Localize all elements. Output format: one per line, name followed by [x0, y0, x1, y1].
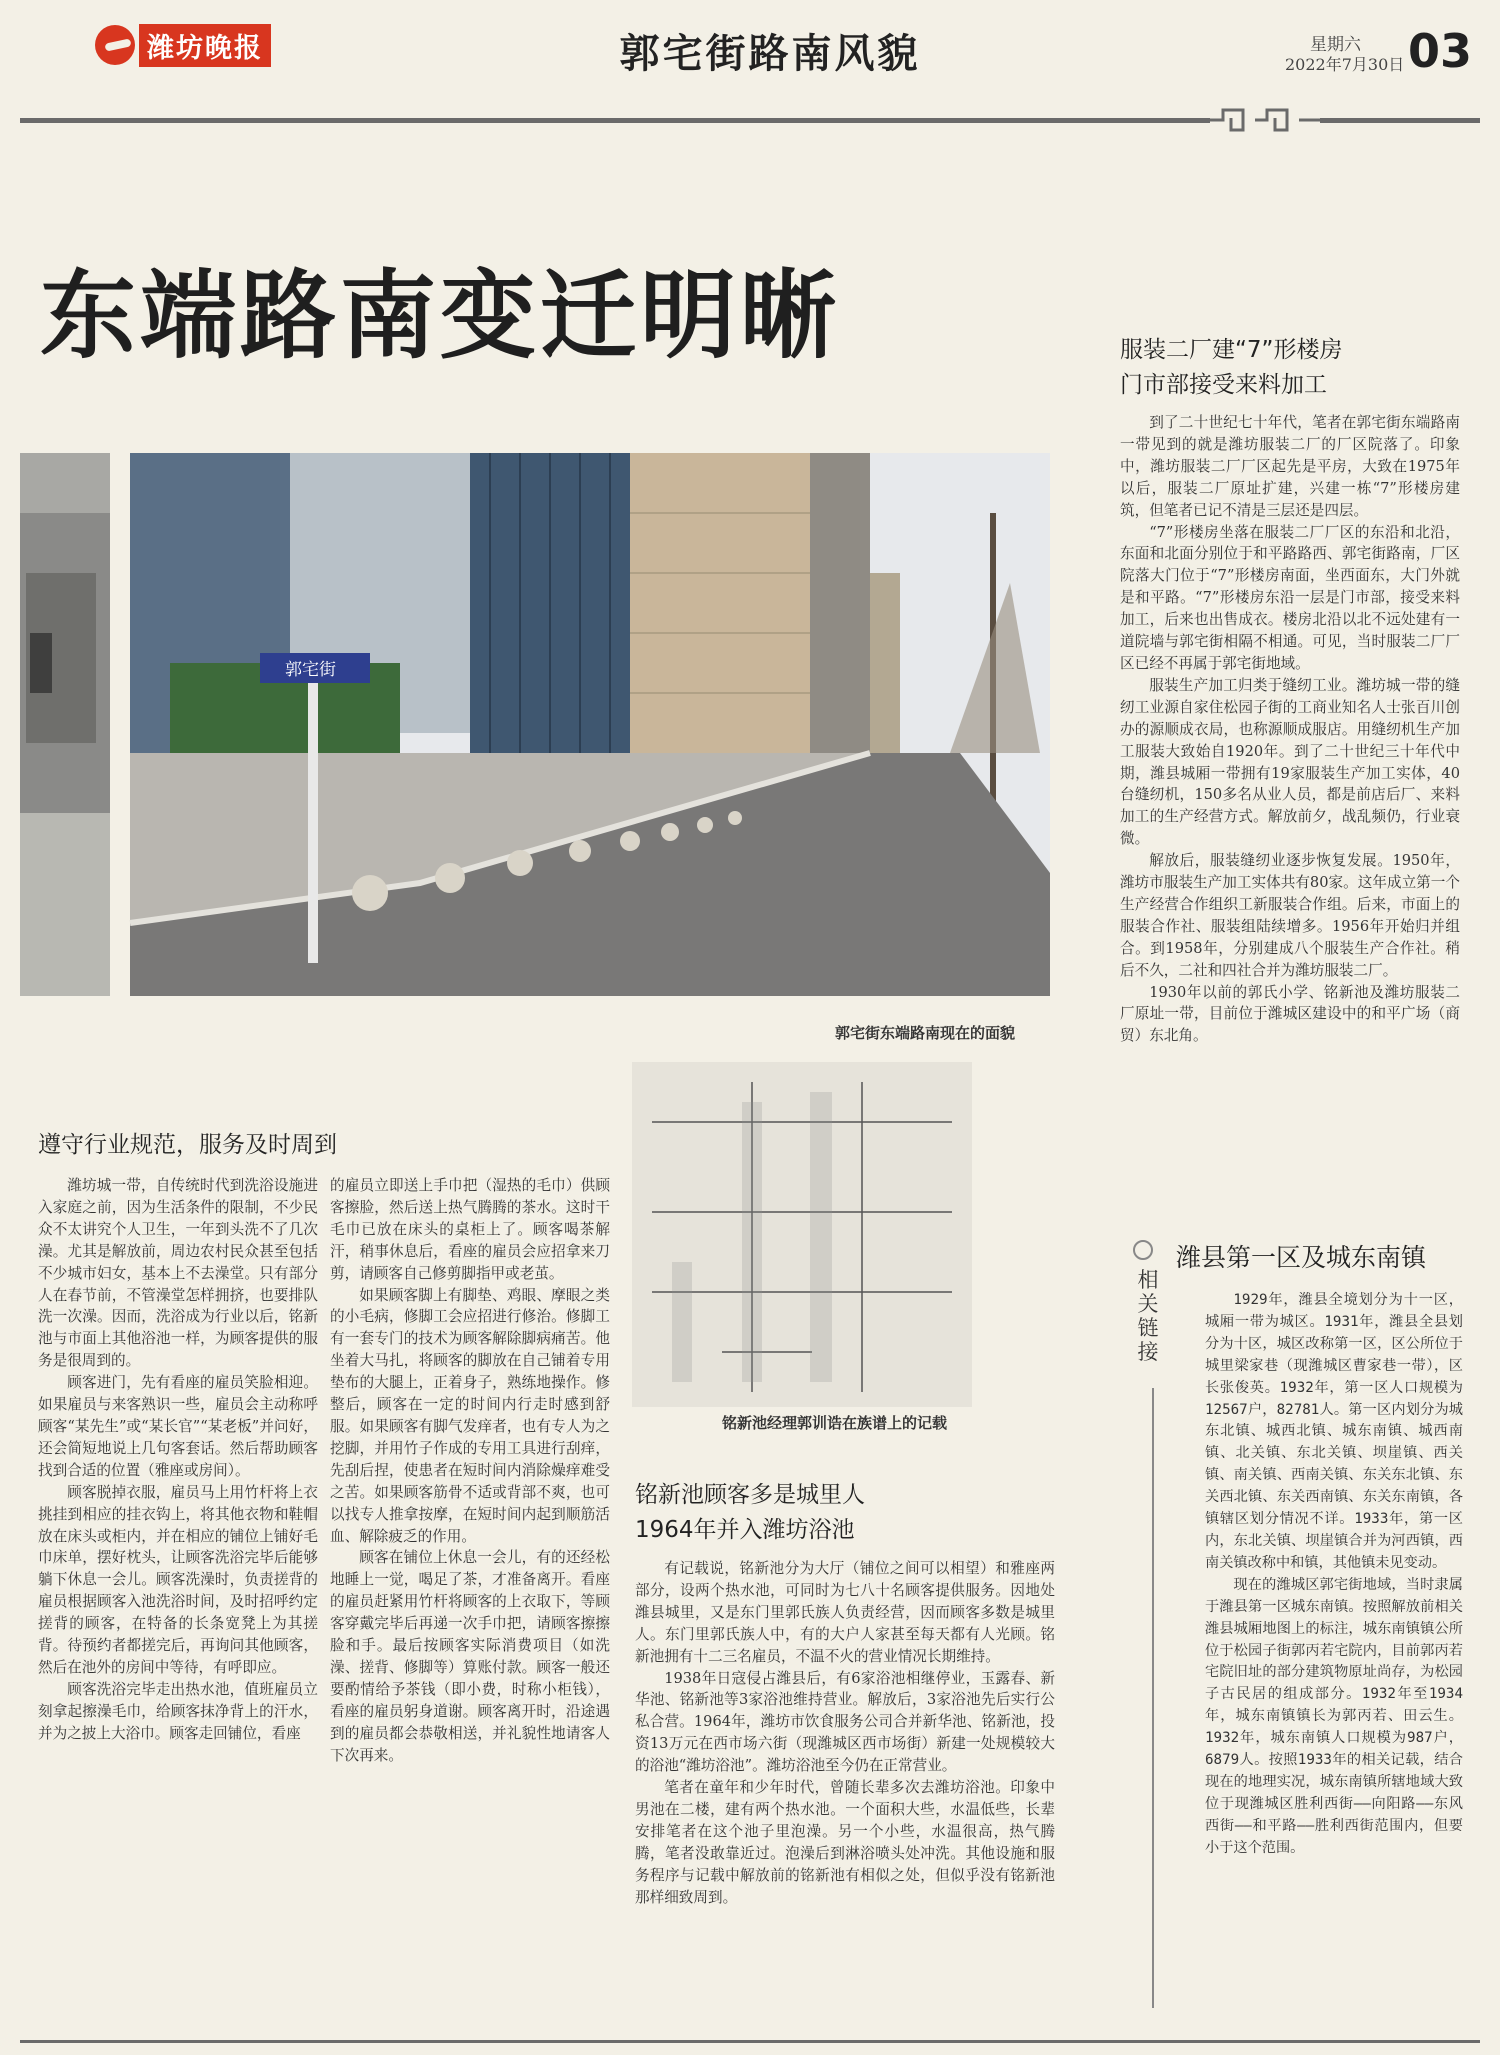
subhead-line: 1964年并入潍坊浴池	[635, 1516, 855, 1543]
article-left-col-a	[38, 1175, 318, 2030]
weekday: 星期六	[1310, 35, 1361, 55]
subhead-line: 铭新池顾客多是城里人	[635, 1482, 865, 1508]
bottom-rule	[20, 2040, 1480, 2043]
masthead-logo	[95, 22, 285, 68]
fret-ornament-icon	[1205, 104, 1325, 138]
section-title: 郭宅街路南风貌	[619, 31, 921, 77]
genealogy-caption: 铭新池经理郭训诰在族谱上的记载	[722, 1414, 948, 1432]
paragraph: 顾客洗浴完毕走出热水池，值班雇员立刻拿起擦澡毛巾，给顾客抹净背上的汗水，并为之披上大浴巾。顾客走回铺位，看座	[38, 1680, 318, 1742]
paragraph: 解放后，服装缝纫业逐步恢复发展。1950年，潍坊市服装生产加工实体共有80家。这年成立第一个生产经营合作组织工新服装合作组。后来，市面上的服装合作社、服装组陆续增多。1956年开始归并组合。到1958年，分别建成八个服装生产合作社。稍后不久，二社和四社合并为潍坊服装二厂。	[1120, 852, 1460, 979]
paragraph: 有记载说，铭新池分为大厅（铺位之间可以相望）和雅座两部分，设两个热水池，可同时为七八十名顾客提供服务。因地处潍县城里，又是东门里郭氏族人负责经营，因而顾客多数是城里人。东门里郭氏族人中，有的大户人家甚至每天都有人光顾。铭新池拥有十二三名雇员，不温不火的营业情况长期维持。	[635, 1560, 1055, 1665]
newspaper-name: 潍坊晚报	[139, 24, 271, 67]
related-dot-icon	[1133, 1240, 1153, 1260]
genealogy-photo	[632, 1062, 972, 1407]
header-rule	[20, 118, 1210, 123]
header-rule-right	[1320, 118, 1480, 123]
paragraph: 服装生产加工归类于缝纫工业。潍坊城一带的缝纫工业源自家住松园子街的工商业知名人士张百川创办的源顺成衣局，也称源顺成服店。用缝纫机生产加工服装大致始自1920年。到了二十世纪三十年代中期，潍县城厢一带拥有19家服装生产加工实体，40台缝纫机，150多名从业人员，都是前店后厂、来料加工的生产经营方式。解放前夕，战乱频仍，行业衰微。	[1120, 676, 1460, 848]
paragraph: 如果顾客脚上有脚垫、鸡眼、摩眼之类的小毛病，修脚工会应招进行修治。修脚工有一套专门的技术为顾客解除脚病痛苦。他坐着大马扎，将顾客的脚放在自己铺着专用垫布的大腿上，正着身子，熟练地操作。修整后，顾客在一定的时间内行走时感到舒服。如果顾客有脚气发痒者，也有专人为之挖脚，并用竹子作成的专用工具进行刮痒，先刮后捏，使患者在短时间内消除燥痒难受之苦。如果顾客筋骨不适或背部不爽，也可以找专人推拿按摩，在短时间内起到顺筋活血、解除疲乏的作用。	[330, 1286, 610, 1545]
subhead-line: 门市部接受来料加工	[1120, 371, 1327, 398]
street-sign-text: 郭宅街	[285, 660, 336, 680]
street-photo	[20, 453, 1050, 996]
related-rule	[1152, 1388, 1154, 2008]
paragraph: 现在的潍城区郭宅街地域，当时隶属于潍县第一区城东南镇。按照解放前相关潍县城厢地图上的标注，城东南镇镇公所位于松园子街郭丙若宅院内，目前郭丙若宅院旧址的部分建筑物原址尚存，为松园子古民居的组成部分。1932年至1934年，城东南镇镇长为郭丙若、田云生。1932年，城东南镇人口规模为987户，6879人。按照1933年的相关记载，结合现在的地理实况，城东南镇所辖地域大致位于现潍城区胜利西街——向阳路——东风西街——和平路——胜利西街范围内，但要小于这个范围。	[1205, 1576, 1463, 1856]
paragraph: 1938年日寇侵占潍县后，有6家浴池相继停业，玉露春、新华池、铭新池等3家浴池维持营业。解放后，3家浴池先后实行公私合营。1964年，潍坊市饮食服务公司合并新华池、铭新池，投资13万元在西市场六街（现潍城区西市场街）新建一处规模较大的浴池“潍坊浴池”。潍坊浴池至今仍在正常营业。	[635, 1669, 1055, 1775]
related-body	[1205, 1290, 1463, 2025]
related-title: 潍县第一区及城东南镇	[1176, 1243, 1427, 1272]
related-label-text: 相关链接	[1137, 1268, 1159, 1365]
page-number: 03	[1408, 24, 1473, 78]
paragraph: 到了二十世纪七十年代，笔者在郭宅街东端路南一带见到的就是潍坊服装二厂的厂区院落了。印象中，潍坊服装二厂厂区起先是平房，大致在1975年以后，服装二厂原址扩建，兴建一栋“7”形楼房建筑，但笔者已记不清是三层还是四层。	[1120, 414, 1460, 519]
related-label	[1128, 1268, 1168, 1365]
photo-caption: 郭宅街东端路南现在的面貌	[835, 1024, 1016, 1042]
article-right-body	[1120, 412, 1460, 1162]
paragraph: 的雇员立即送上手巾把（湿热的毛巾）供顾客擦脸，然后送上热气腾腾的茶水。这时干毛巾已放在床头的桌柜上了。顾客喝茶解汗，稍事休息后，看座的雇员会应招拿来刀剪，请顾客自己修剪脚指甲或老茧。	[330, 1177, 610, 1282]
article-mid-body	[635, 1558, 1055, 2028]
subhead-service: 遵守行业规范，服务及时周到	[38, 1132, 337, 1158]
paragraph: 1929年，潍县全境划分为十一区，城厢一带为城区。1931年，潍县全县划分为十区，城区改称第一区，区公所位于城里梁家巷（现潍城区曹家巷一带），区长张俊英。1932年，第一区人口规模为12567户，82781人。第一区内划分为城东北镇、城西北镇、城东南镇、城西南镇、北关镇、东北关镇、坝崖镇、西关镇、南关镇、西南关镇、东关东北镇、东关西北镇、东关西南镇、东关东南镇，各镇辖区划分情况不详。1933年，第一区内，东北关镇、坝崖镇合并为河西镇，西南关镇改称中和镇，其他镇未见变动。	[1205, 1292, 1463, 1571]
paragraph: 顾客脱掉衣服，雇员马上用竹杆将上衣挑挂到相应的挂衣钩上，将其他衣物和鞋帽放在床头或柜内，并在相应的铺位上铺好毛巾床单，摆好枕头，让顾客洗浴完毕后能够躺下休息一会儿。顾客洗澡时，负责搓背的雇员根据顾客入池洗浴时间，及时招呼约定搓背的顾客，在特备的长条宽凳上为其搓背。待预约者都搓完后，再询问其他顾客，然后在池外的房间中等待，有呼即应。	[38, 1483, 318, 1676]
paragraph: 潍坊城一带，自传统时代到洗浴设施进入家庭之前，因为生活条件的限制，不少民众不太讲究个人卫生，一年到头洗不了几次澡。尤其是解放前，周边农村民众甚至包括不少城市妇女，基本上不去澡堂。只有部分人在春节前，不管澡堂怎样拥挤，也要排队洗一次澡。因而，洗浴成为行业以后，铭新池与市面上其他浴池一样，为顾客提供的服务是很周到的。	[38, 1177, 318, 1370]
subhead-garment-factory	[1120, 333, 1460, 402]
subhead-line: 服装二厂建“7”形楼房	[1120, 337, 1343, 363]
subhead-mingxinchi	[635, 1478, 1055, 1547]
article-left-col-b	[330, 1175, 610, 2030]
headline: 东端路南变迁明晰	[40, 260, 840, 372]
issue-date: 2022年7月30日	[1285, 55, 1405, 74]
paragraph: 1930年以前的郭氏小学、铭新池及潍坊服装二厂原址一带，目前位于潍城区建设中的和平广场（商贸）东北角。	[1120, 983, 1460, 1045]
paragraph: “7”形楼房坐落在服装二厂厂区的东沿和北沿，东面和北面分别位于和平路路西、郭宅街路南，厂区院落大门位于“7”形楼房南面，坐西面东，大门外就是和平路。“7”形楼房东沿一层是门市部，接受来料加工，后来也出售成衣。楼房北沿以北不远处建有一道院墙与郭宅街相隔不相通。可见，当时服装二厂厂区已经不再属于郭宅街地域。	[1120, 523, 1460, 672]
logo-icon	[95, 25, 135, 65]
paragraph: 笔者在童年和少年时代，曾随长辈多次去潍坊浴池。印象中男池在二楼，建有两个热水池。一个面积大些，水温低些，长辈安排笔者在这个池子里泡澡。另一个小些，水温很高，热气腾腾，笔者没敢靠近过。泡澡后到淋浴喷头处冲洗。其他设施和服务程序与记载中解放前的铭新池有相似之处，但似乎没有铭新池那样细致周到。	[635, 1779, 1055, 1906]
paragraph: 顾客在铺位上休息一会儿，有的还经松地睡上一觉，喝足了茶，才准备离开。看座的雇员赶紧用竹杆将顾客的上衣取下，等顾客穿戴完毕后再递一次手巾把，请顾客擦擦脸和手。最后按顾客实际消费项目（如洗澡、搓背、修脚等）算账付款。顾客一般还要酌情给予茶钱（即小费，时称小柜钱），看座的雇员躬身道谢。顾客离开时，沿途遇到的雇员都会恭敬相送，并礼貌性地请客人下次再来。	[330, 1549, 610, 1764]
paragraph: 顾客进门，先有看座的雇员笑脸相迎。如果雇员与来客熟识一些，雇员会主动称呼顾客“某先生”或“某长官”“某老板”并问好，还会简短地说上几句客套话。然后帮助顾客找到合适的位置（雅座或房间）。	[38, 1374, 318, 1479]
